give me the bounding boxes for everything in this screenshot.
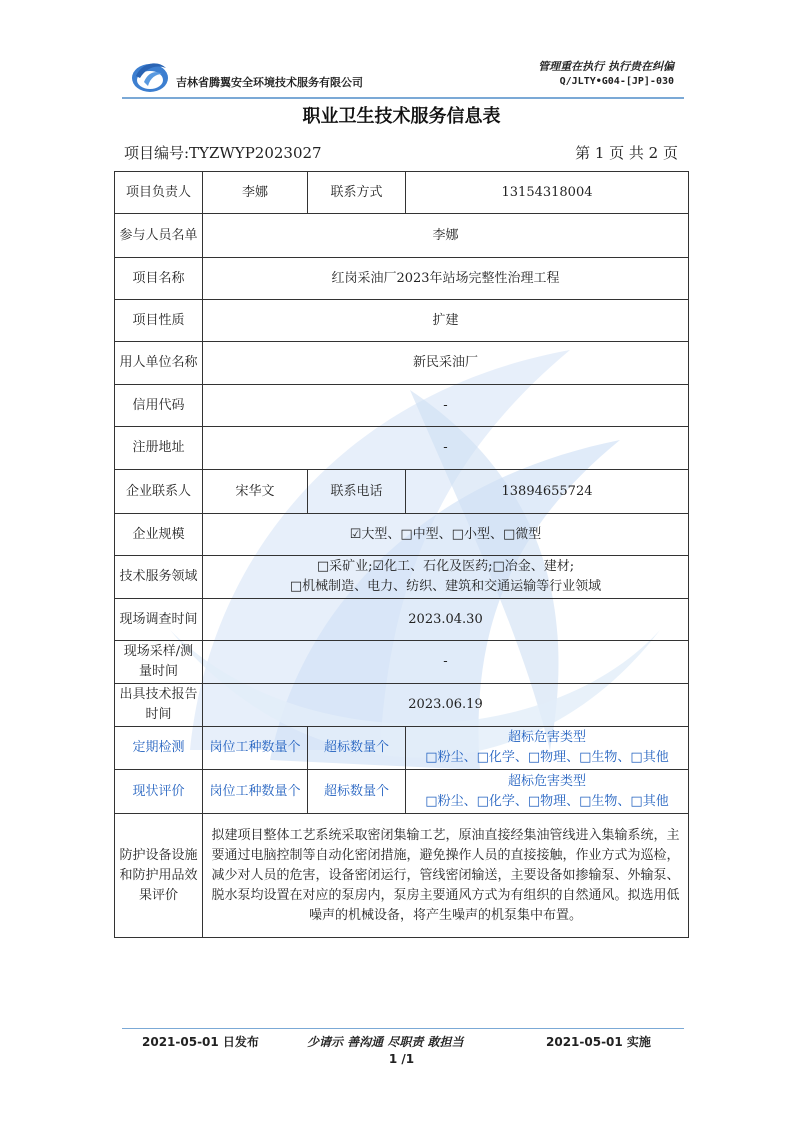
periodic-test-label: 定期检测 xyxy=(115,727,203,770)
periodic-hazard-title: 超标危害类型 xyxy=(507,730,586,745)
service-field-options xyxy=(203,556,689,599)
table-row xyxy=(115,684,689,727)
survey-time-label: 现场调查时间 xyxy=(115,599,203,641)
leader-value: 李娜 xyxy=(203,172,308,214)
current-eval-label: 现状评价 xyxy=(115,770,203,814)
periodic-post-count: 岗位工种数量个 xyxy=(203,727,308,770)
table-row xyxy=(115,258,689,300)
table-row xyxy=(115,727,689,770)
enterprise-contact-label: 企业联系人 xyxy=(115,470,203,514)
credit-code-label: 信用代码 xyxy=(115,385,203,427)
table-row xyxy=(115,470,689,514)
service-field-line-2: □机械制造、电力、纺织、建筑和交通运输等行业领域 xyxy=(289,579,602,594)
protection-label: 防护设备设施和防护用品效果评价 xyxy=(115,814,203,938)
service-field-label: 技术服务领域 xyxy=(115,556,203,599)
info-table xyxy=(114,171,689,938)
company-logo-icon xyxy=(130,56,170,94)
implement-date: 2021-05-01 实施 xyxy=(546,1035,651,1049)
page-number: 1 /1 xyxy=(388,1052,415,1066)
table-row xyxy=(115,214,689,258)
survey-time-value: 2023.04.30 xyxy=(203,599,689,641)
page-header xyxy=(118,54,684,98)
phone-label: 联系电话 xyxy=(308,470,406,514)
project-name-value: 红岗采油厂2023年站场完整性治理工程 xyxy=(203,258,689,300)
footer-slogan: 少请示 善沟通 尽职责 敢担当 xyxy=(307,1035,464,1049)
employer-label: 用人单位名称 xyxy=(115,342,203,385)
table-row xyxy=(115,814,689,938)
table-row xyxy=(115,385,689,427)
credit-code-value: - xyxy=(203,385,689,427)
table-row xyxy=(115,599,689,641)
footer-divider xyxy=(122,1028,684,1029)
current-hazard-title: 超标危害类型 xyxy=(507,773,586,789)
page-title: 职业卫生技术服务信息表 xyxy=(302,106,501,127)
project-number: 项目编号:TYZWYP2023027 xyxy=(124,144,322,162)
table-row xyxy=(115,770,689,814)
current-post-count: 岗位工种数量个 xyxy=(203,770,308,814)
table-row xyxy=(115,300,689,342)
sampling-time-value: - xyxy=(203,641,689,684)
table-row xyxy=(115,172,689,214)
table-row xyxy=(115,342,689,385)
current-hazard-types xyxy=(406,770,689,814)
current-over-count: 超标数量个 xyxy=(308,770,406,814)
leader-label: 项目负责人 xyxy=(115,172,203,214)
table-row xyxy=(115,514,689,556)
service-field-line-1: □采矿业;☑化工、石化及医药;□冶金、建材; xyxy=(316,559,575,574)
page-info: 第 1 页 共 2 页 xyxy=(575,144,678,162)
protection-evaluation: 拟建项目整体工艺系统采取密闭集输工艺，原油直接经集油管线进入集输系统，主要通过电脑控制等自动化密闭措施，避免操作人员的直接接触，作业方式为巡检，减少对人员的危害，设备密闭运行，管线密闭输送，主要设备如掺输泵、外输泵、脱水泵均设置在对应的泵房内，泵房主要通风方式为有组织的自然通风。拟选用低噪声的机械设备，将产生噪声的机泵集中布置。 xyxy=(203,814,689,938)
employer-value: 新民采油厂 xyxy=(203,342,689,385)
header-divider xyxy=(122,97,684,99)
periodic-over-count: 超标数量个 xyxy=(308,727,406,770)
periodic-hazard-options: □粉尘、□化学、□物理、□生物、□其他 xyxy=(425,750,669,765)
project-name-label: 项目名称 xyxy=(115,258,203,300)
address-label: 注册地址 xyxy=(115,427,203,470)
nature-value: 扩建 xyxy=(203,300,689,342)
nature-label: 项目性质 xyxy=(115,300,203,342)
phone-value: 13894655724 xyxy=(406,470,689,514)
current-hazard-options: □粉尘、□化学、□物理、□生物、□其他 xyxy=(425,793,669,809)
table-row xyxy=(115,641,689,684)
publish-date: 2021-05-01 日发布 xyxy=(142,1035,259,1049)
company-name: 吉林省腾翼安全环境技术服务有限公司 xyxy=(176,76,363,89)
enterprise-contact-value: 宋华文 xyxy=(203,470,308,514)
document-number: Q/JLTY•G04-[JP]-030 xyxy=(559,76,674,87)
contact-value: 13154318004 xyxy=(406,172,689,214)
periodic-hazard-types xyxy=(406,727,689,770)
report-time-label: 出具技术报告时间 xyxy=(115,684,203,727)
scale-label: 企业规模 xyxy=(115,514,203,556)
header-slogan: 管理重在执行 执行贵在纠偏 xyxy=(538,60,674,73)
participants-value: 李娜 xyxy=(203,214,689,258)
sampling-time-label: 现场采样/测量时间 xyxy=(115,641,203,684)
participants-label: 参与人员名单 xyxy=(115,214,203,258)
address-value: - xyxy=(203,427,689,470)
table-row xyxy=(115,556,689,599)
scale-options: ☑大型、□中型、□小型、□微型 xyxy=(203,514,689,556)
report-time-value: 2023.06.19 xyxy=(203,684,689,727)
table-row xyxy=(115,427,689,470)
contact-label: 联系方式 xyxy=(308,172,406,214)
